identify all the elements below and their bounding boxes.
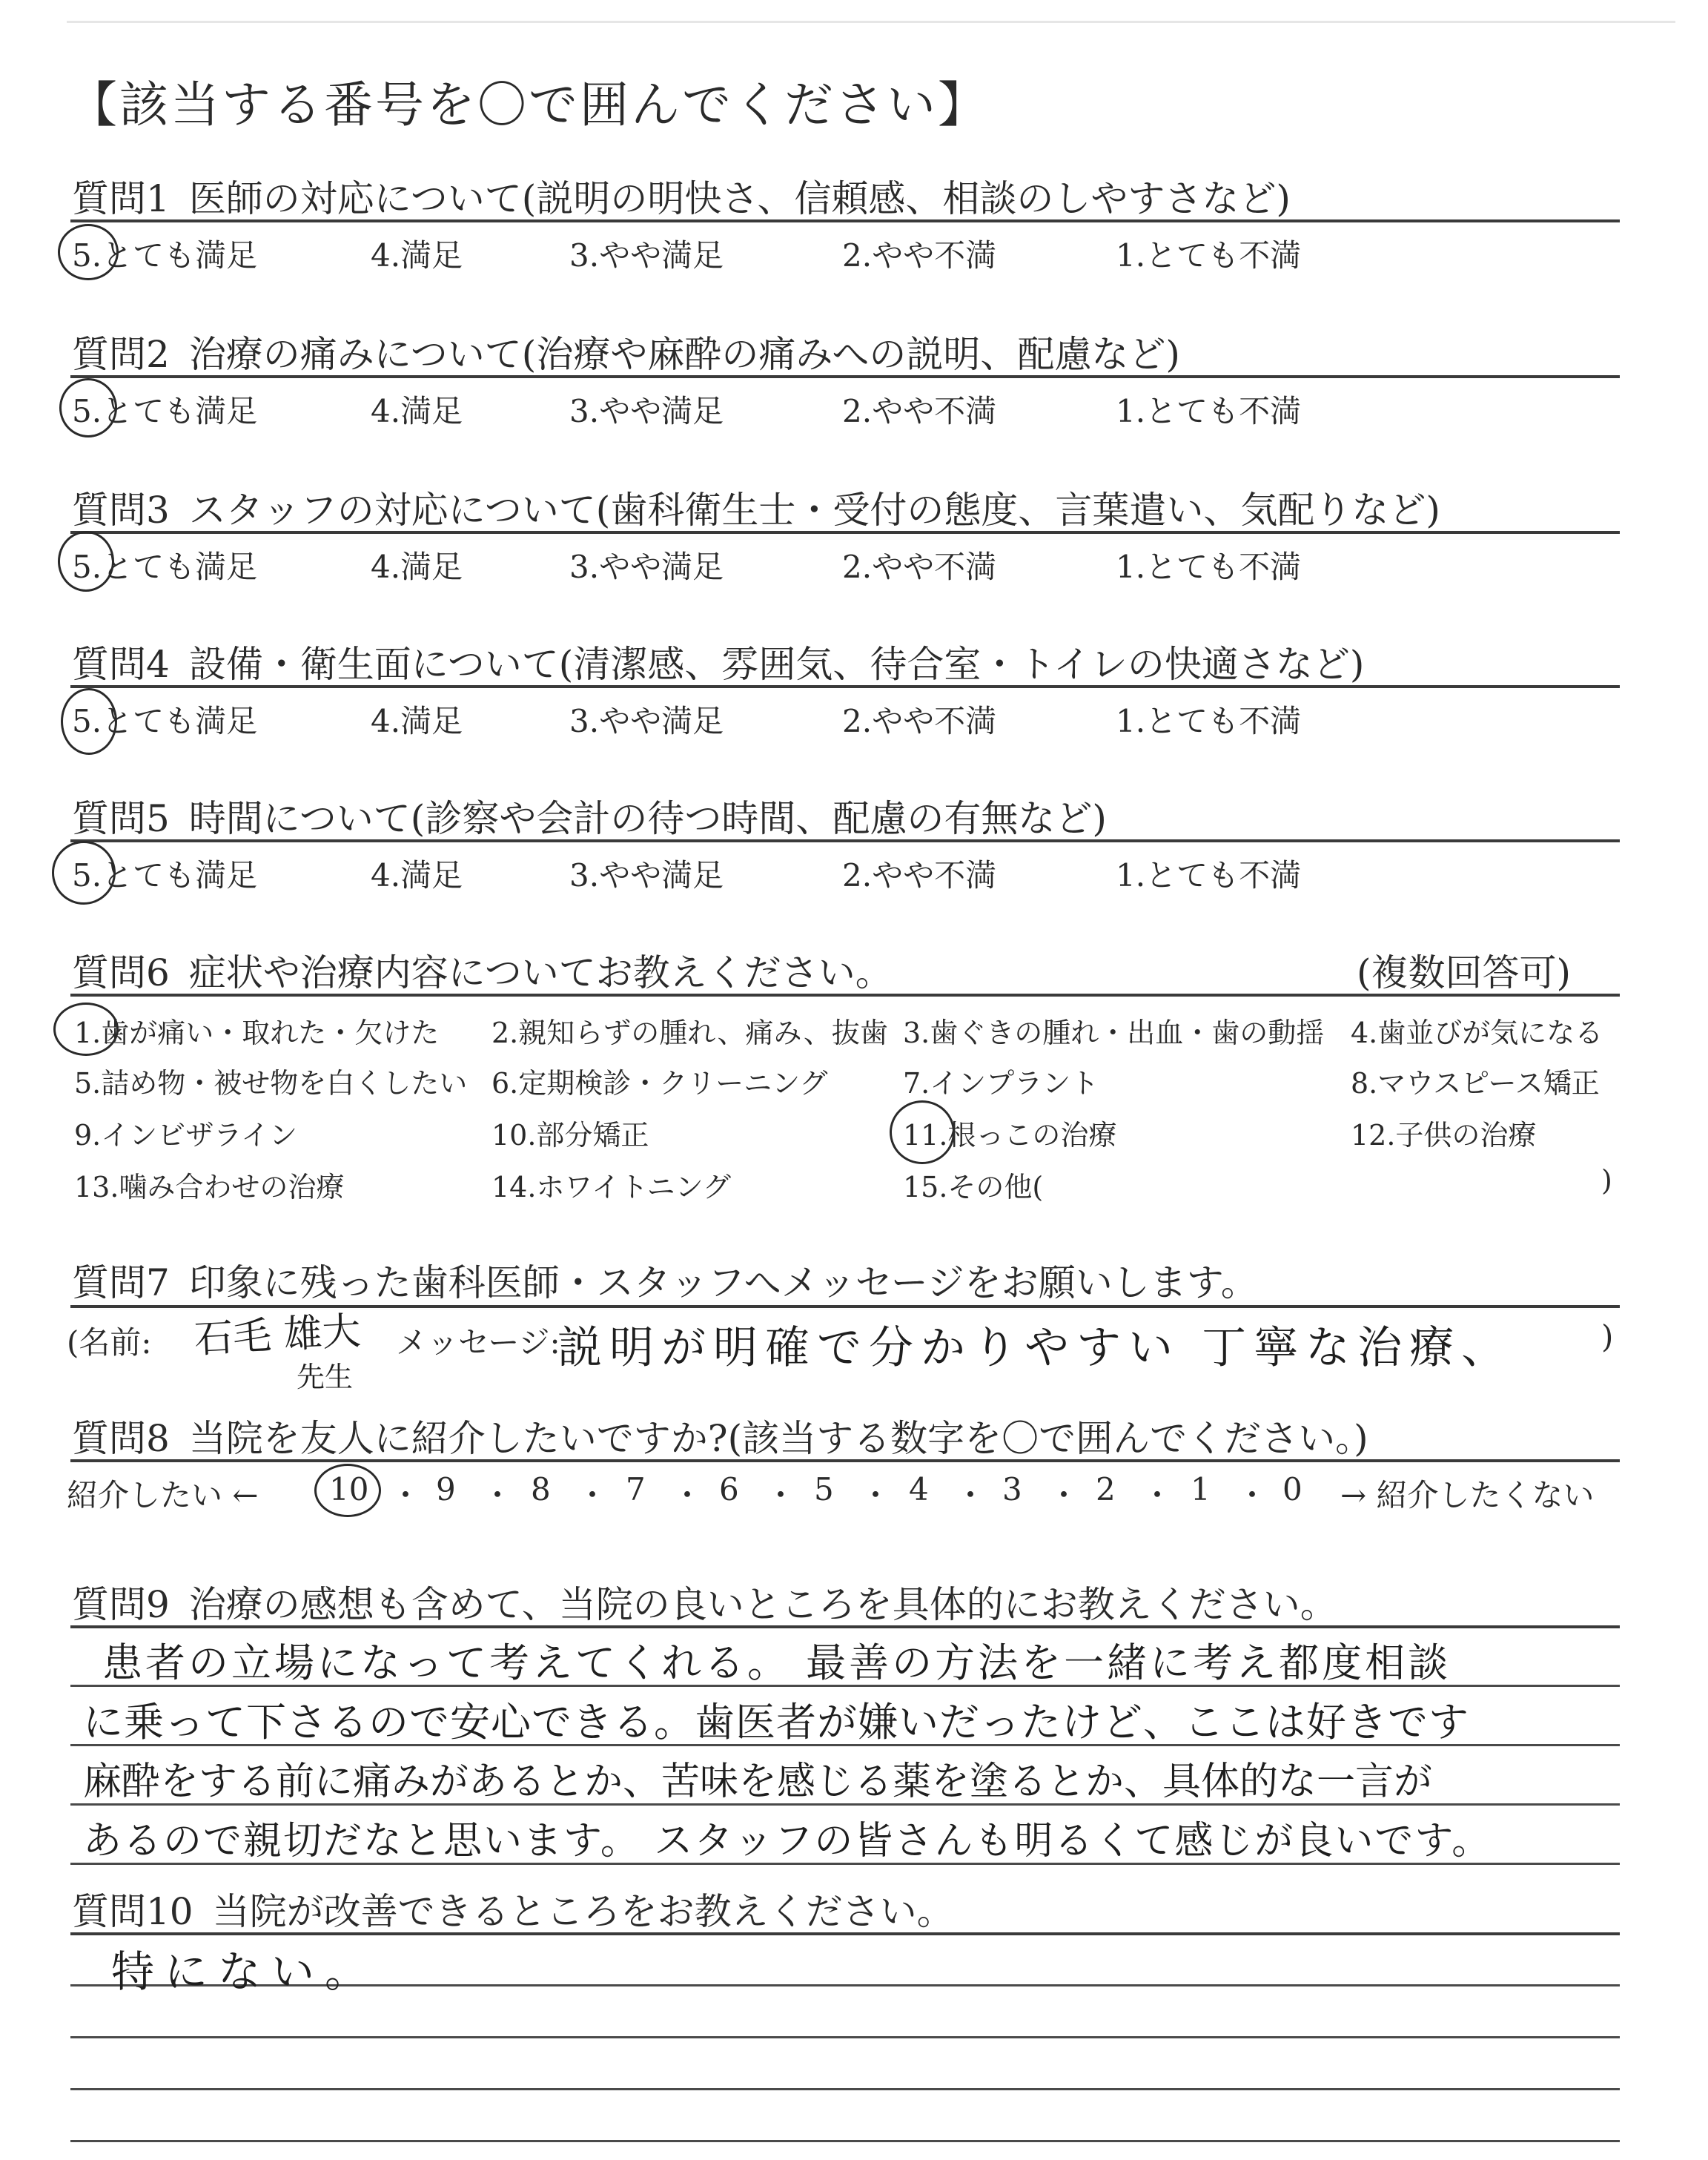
option-2[interactable]: 2.やや不満 bbox=[842, 857, 997, 894]
question-8: 質問8 当院を友人に紹介したいですか?(該当する数字を〇で囲んでください。) bbox=[72, 1417, 1368, 1460]
question-2: 質問2 治療の痛みについて(治療や麻酔の痛みへの説明、配慮など) bbox=[72, 333, 1180, 376]
question-1-underline bbox=[70, 219, 1620, 222]
symptom-option[interactable]: 10.部分矯正 bbox=[491, 1119, 649, 1152]
scale-8[interactable]: 8 bbox=[531, 1471, 551, 1507]
handwritten-answer-line: 麻酔をする前に痛みがあるとか、苦味を感じる薬を塗るとか、具体的な一言が bbox=[83, 1760, 1433, 1804]
handwritten-answer-line: 患者の立場になって考えてくれる。 最善の方法を一緒に考え都度相談 bbox=[102, 1639, 1452, 1686]
question-2-underline bbox=[70, 375, 1620, 378]
scale-10[interactable]: 10 bbox=[329, 1471, 369, 1507]
scale-dot: ・ bbox=[577, 1477, 609, 1513]
page-title: 【該当する番号を〇で囲んでください】 bbox=[68, 76, 989, 133]
option-5[interactable]: 5.とても満足 bbox=[72, 393, 258, 429]
symptom-option[interactable]: 5.詰め物・被せ物を白くしたい bbox=[74, 1067, 468, 1100]
question-3: 質問3 スタッフの対応について(歯科衛生士・受付の態度、言葉遣い、気配りなど) bbox=[72, 489, 1440, 532]
selection-circle bbox=[314, 1464, 381, 1517]
selection-circle bbox=[890, 1100, 955, 1164]
selection-circle bbox=[61, 688, 117, 755]
writing-line bbox=[70, 2140, 1620, 2142]
scale-dot: ・ bbox=[390, 1477, 422, 1513]
selection-circle bbox=[52, 841, 116, 905]
option-2[interactable]: 2.やや不満 bbox=[842, 393, 997, 429]
question-3-underline bbox=[70, 531, 1620, 534]
question-8-underline bbox=[70, 1459, 1620, 1462]
scale-dot: ・ bbox=[1142, 1477, 1174, 1513]
question-6: 質問6 症状や治療内容についてお教えください。 bbox=[72, 951, 893, 994]
option-3[interactable]: 3.やや満足 bbox=[569, 393, 724, 429]
symptom-option[interactable]: 7.インプラント bbox=[903, 1067, 1099, 1100]
recommend-right-label: → 紹介したくない bbox=[1340, 1477, 1595, 1513]
symptom-option[interactable]: 1.歯が痛い・取れた・欠けた bbox=[74, 1017, 440, 1049]
other-close-paren: ) bbox=[1601, 1164, 1612, 1197]
name-label: (名前: bbox=[67, 1324, 152, 1361]
option-1[interactable]: 1.とても不満 bbox=[1116, 393, 1302, 429]
option-3[interactable]: 3.やや満足 bbox=[569, 703, 724, 739]
symptom-option[interactable]: 6.定期検診・クリーニング bbox=[491, 1067, 828, 1100]
selection-circle bbox=[59, 378, 117, 437]
scale-1[interactable]: 1 bbox=[1191, 1471, 1211, 1507]
scale-dot: ・ bbox=[955, 1477, 987, 1513]
handwritten-name-suffix: 先生 bbox=[297, 1361, 354, 1393]
scale-dot: ・ bbox=[672, 1477, 704, 1513]
option-4[interactable]: 4.満足 bbox=[371, 237, 463, 274]
recommend-left-label: 紹介したい ← bbox=[67, 1477, 259, 1513]
option-5[interactable]: 5.とても満足 bbox=[72, 237, 258, 274]
writing-line bbox=[70, 2088, 1620, 2090]
option-3[interactable]: 3.やや満足 bbox=[569, 549, 724, 585]
multiple-answer-note: (複数回答可) bbox=[1357, 951, 1572, 994]
symptom-option[interactable]: 11.根っこの治療 bbox=[903, 1119, 1117, 1152]
handwritten-answer-line: あるので親切だなと思います。 スタッフの皆さんも明るくて感じが良いです。 bbox=[83, 1819, 1492, 1863]
question-10: 質問10 当院が改善できるところをお教えください。 bbox=[72, 1890, 954, 1933]
option-4[interactable]: 4.満足 bbox=[371, 857, 463, 894]
question-1: 質問1 医師の対応について(説明の明快さ、信頼感、相談のしやすさなど) bbox=[72, 177, 1291, 220]
selection-circle bbox=[58, 531, 114, 592]
symptom-option[interactable]: 8.マウスピース矯正 bbox=[1351, 1067, 1600, 1100]
option-5[interactable]: 5.とても満足 bbox=[72, 857, 258, 894]
option-4[interactable]: 4.満足 bbox=[371, 703, 463, 739]
option-2[interactable]: 2.やや不満 bbox=[842, 549, 997, 585]
top-border bbox=[67, 21, 1675, 23]
message-label: メッセージ: bbox=[396, 1324, 560, 1361]
symptom-option[interactable]: 9.インビザライン bbox=[74, 1119, 298, 1152]
question-5: 質問5 時間について(診察や会計の待つ時間、配慮の有無など) bbox=[72, 797, 1107, 840]
symptom-option[interactable]: 3.歯ぐきの腫れ・出血・歯の動揺 bbox=[903, 1017, 1325, 1049]
handwritten-message: 説明が明確で分かりやすい 丁寧な治療、 bbox=[557, 1322, 1514, 1374]
question-4: 質問4 設備・衛生面について(清潔感、雰囲気、待合室・トイレの快適さなど) bbox=[72, 643, 1365, 686]
writing-line bbox=[70, 2036, 1620, 2038]
option-5[interactable]: 5.とても満足 bbox=[72, 549, 258, 585]
option-3[interactable]: 3.やや満足 bbox=[569, 857, 724, 894]
option-3[interactable]: 3.やや満足 bbox=[569, 237, 724, 274]
option-1[interactable]: 1.とても不満 bbox=[1116, 857, 1302, 894]
scale-6[interactable]: 6 bbox=[719, 1471, 739, 1507]
scale-7[interactable]: 7 bbox=[626, 1471, 646, 1507]
scale-9[interactable]: 9 bbox=[436, 1471, 456, 1507]
selection-circle bbox=[53, 1003, 119, 1056]
option-1[interactable]: 1.とても不満 bbox=[1116, 549, 1302, 585]
scale-dot: ・ bbox=[1237, 1477, 1268, 1513]
scale-dot: ・ bbox=[860, 1477, 892, 1513]
handwritten-name: 石毛 雄大 bbox=[193, 1309, 363, 1362]
question-5-underline bbox=[70, 839, 1620, 842]
question-4-underline bbox=[70, 685, 1620, 688]
question-7: 質問7 印象に残った歯科医師・スタッフへメッセージをお願いします。 bbox=[72, 1261, 1258, 1304]
symptom-option[interactable]: 13.噛み合わせの治療 bbox=[74, 1171, 345, 1203]
scale-4[interactable]: 4 bbox=[909, 1471, 929, 1507]
handwritten-improvement-answer: 特にない。 bbox=[111, 1946, 379, 1997]
handwritten-answer-line: に乗って下さるので安心できる。歯医者が嫌いだったけど、ここは好きです bbox=[83, 1699, 1469, 1745]
scale-dot: ・ bbox=[482, 1477, 514, 1513]
scale-0[interactable]: 0 bbox=[1282, 1471, 1302, 1507]
question-9: 質問9 治療の感想も含めて、当院の良いところを具体的にお教えください。 bbox=[72, 1583, 1337, 1626]
option-1[interactable]: 1.とても不満 bbox=[1116, 237, 1302, 274]
scale-5[interactable]: 5 bbox=[814, 1471, 834, 1507]
question-6-underline bbox=[70, 994, 1620, 997]
symptom-option[interactable]: 14.ホワイトニング bbox=[491, 1171, 732, 1203]
symptom-option[interactable]: 12.子供の治療 bbox=[1351, 1119, 1537, 1152]
option-4[interactable]: 4.満足 bbox=[371, 549, 463, 585]
option-1[interactable]: 1.とても不満 bbox=[1116, 703, 1302, 739]
option-2[interactable]: 2.やや不満 bbox=[842, 703, 997, 739]
scale-dot: ・ bbox=[765, 1477, 797, 1513]
scale-3[interactable]: 3 bbox=[1002, 1471, 1022, 1507]
scale-2[interactable]: 2 bbox=[1096, 1471, 1116, 1507]
selection-circle bbox=[58, 224, 119, 280]
scale-dot: ・ bbox=[1048, 1477, 1080, 1513]
symptom-option[interactable]: 4.歯並びが気になる bbox=[1351, 1017, 1603, 1049]
message-close-paren: ) bbox=[1601, 1318, 1614, 1355]
option-2[interactable]: 2.やや不満 bbox=[842, 237, 997, 274]
question-10-underline bbox=[70, 1932, 1620, 1935]
question-9-underline bbox=[70, 1625, 1620, 1628]
option-4[interactable]: 4.満足 bbox=[371, 393, 463, 429]
symptom-option[interactable]: 2.親知らずの腫れ、痛み、抜歯 bbox=[491, 1017, 888, 1049]
option-5[interactable]: 5.とても満足 bbox=[72, 703, 258, 739]
symptom-option[interactable]: 15.その他( bbox=[903, 1171, 1044, 1203]
